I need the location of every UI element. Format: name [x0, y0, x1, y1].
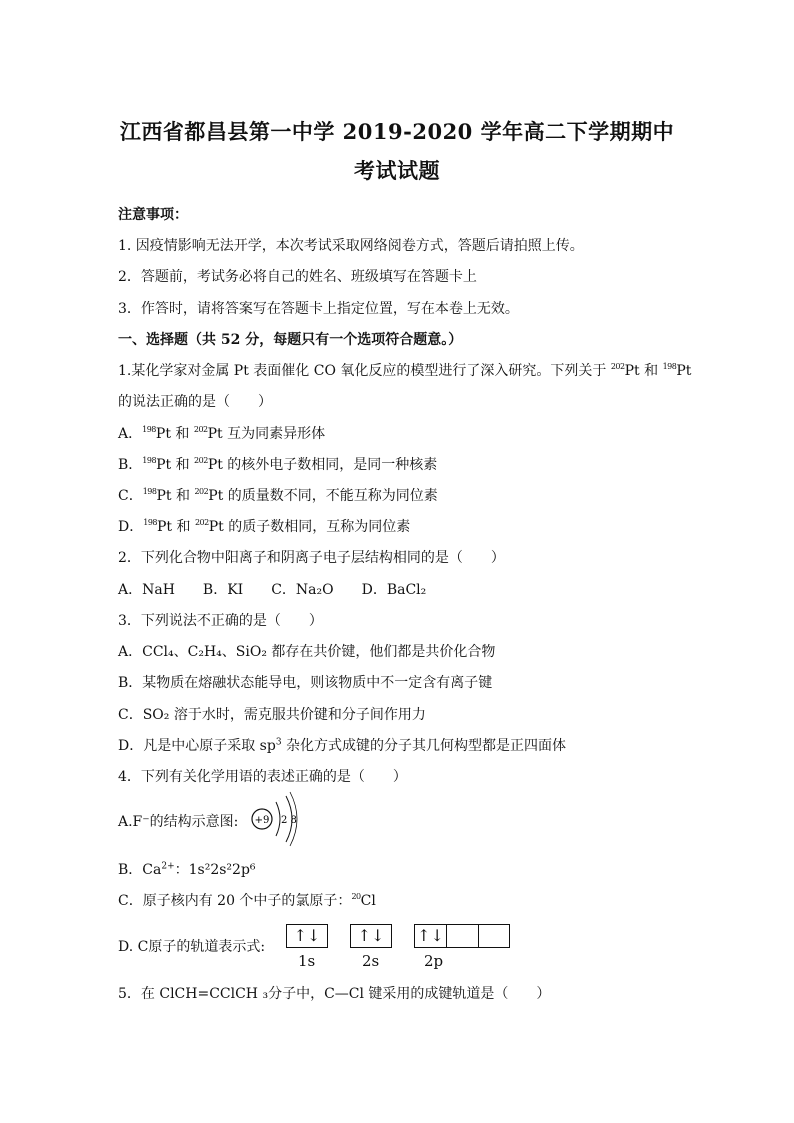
notice-heading: 注意事项：: [118, 207, 188, 223]
orbital-label-2p: 2p: [424, 952, 444, 970]
orbital-arrows-1s: ↑↓: [293, 926, 321, 945]
q4-option-a-label: A.F⁻的结构示意图:: [118, 814, 239, 830]
orbital-label-1s: 1s: [298, 952, 316, 970]
q3-option-c: C．SO₂ 溶于水时，需克服共价键和分子间作用力: [118, 707, 426, 723]
shell-electrons: 2 8: [281, 815, 297, 826]
q4-stem: 4．下列有关化学用语的表述正确的是（ ）: [118, 769, 407, 785]
q4-option-d-label: D. C原子的轨道表示式:: [118, 939, 266, 955]
orbital-box-2p: [414, 924, 510, 948]
orbital-2p-cell-2: [447, 925, 479, 947]
q1-option-a: A．$^{198}$Pt 和 $^{202}$Pt 互为同素异形体: [118, 425, 326, 442]
exam-title-line1: 江西省都昌县第一中学 2019-2020 学年高二下学期期中: [119, 119, 675, 144]
q4-option-c: C．原子核内有 20 个中子的氯原子：$^{20}$Cl: [118, 892, 376, 909]
q3-option-b: B．某物质在熔融状态能导电，则该物质中不一定含有离子键: [118, 675, 493, 691]
exam-title-line2: 考试试题: [354, 158, 440, 183]
orbital-box-1s: [286, 924, 328, 948]
orbital-arrows-2s: ↑↓: [357, 926, 385, 945]
section-heading: 一、选择题（共 52 分，每题只有一个选项符合题意。）: [118, 332, 463, 348]
q3-option-a: A．CCl₄、C₂H₄、SiO₂ 都存在共价键，他们都是共价化合物: [118, 644, 496, 660]
nucleus-charge: +9: [254, 815, 270, 826]
notice-item-1: 1. 因疫情影响无法开学，本次考试采取网络阅卷方式，答题后请拍照上传。: [118, 238, 584, 254]
q3-stem: 3．下列说法不正确的是（ ）: [118, 613, 323, 629]
notice-item-2: 2．答题前，考试务必将自己的姓名、班级填写在答题卡上: [118, 269, 477, 285]
q1-option-c: C．$^{198}$Pt 和 $^{202}$Pt 的质量数不同，不能互称为同位素: [118, 487, 438, 504]
q5-stem: 5．在 ClCH=CClCH ₃分子中，C—Cl 键采用的成键轨道是（ ）: [118, 986, 551, 1002]
q2-stem: 2．下列化合物中阳离子和阴离子电子层结构相同的是（ ）: [118, 550, 505, 566]
q2-options: A．NaH B．KI C．Na₂O D．BaCl₂: [118, 582, 427, 598]
q4-option-d: [118, 918, 538, 978]
orbital-2p-cell-3: [479, 925, 511, 947]
q1-stem-cont: 的说法正确的是（ ）: [118, 394, 272, 410]
q1-stem: 1.某化学家对金属 Pt 表面催化 CO 氧化反应的模型进行了深入研究。下列关于 $^{202}$Pt 和 $^{198}$Pt: [118, 362, 692, 379]
q3-option-d: D．凡是中心原子采取 $sp^3$ 杂化方式成键的分子其几何构型都是正四面体: [118, 737, 567, 754]
notice-item-3: 3．作答时，请将答案写在答题卡上指定位置，写在本卷上无效。: [118, 301, 519, 317]
q4-option-b: B．$Ca^{2+}$：1s²2s²2p⁶: [118, 861, 256, 878]
fluoride-structure-diagram: [248, 790, 308, 848]
q1-option-d: D．$^{198}$Pt 和 $^{202}$Pt 的质子数相同，互称为同位素: [118, 518, 411, 535]
orbital-2p-cell-1: ↑↓: [415, 925, 447, 947]
q1-option-b: B．$^{198}$Pt 和 $^{202}$Pt 的核外电子数相同，是同一种核素: [118, 456, 438, 473]
shell-arc-1: [276, 802, 280, 836]
orbital-label-2s: 2s: [362, 952, 380, 970]
orbital-box-2s: [350, 924, 392, 948]
